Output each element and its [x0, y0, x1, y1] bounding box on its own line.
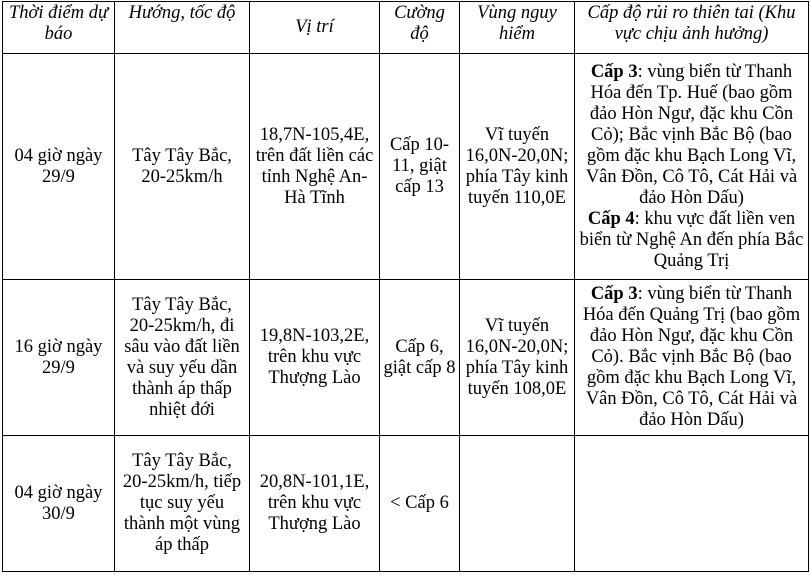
cell-intensity: < Cấp 6	[380, 436, 460, 572]
header-direction: Hướng, tốc độ	[115, 2, 250, 54]
header-risk: Cấp độ rủi ro thiên tai (Khu vực chịu ảnh hưởng)	[575, 2, 809, 54]
cell-risk	[575, 436, 809, 572]
risk-level: Cấp 3	[590, 284, 638, 304]
risk-level: Cấp 3	[590, 61, 638, 82]
cell-direction: Tây Tây Bắc, 20-25km/h, đi sâu vào đất liền và suy yếu dần thành áp thấp nhiệt đới	[115, 280, 250, 436]
risk-entry	[578, 284, 805, 431]
risk-entry	[578, 209, 805, 272]
header-position: Vị trí	[250, 2, 380, 54]
cell-time: 16 giờ ngày 29/9	[3, 280, 115, 436]
cell-direction: Tây Tây Bắc, 20-25km/h, tiếp tục suy yếu thành một vùng áp thấp	[115, 436, 250, 572]
risk-text: : khu vực đất liền ven biển từ Nghệ An đến phía Bắc Quảng Trị	[579, 208, 804, 271]
header-row	[3, 2, 809, 54]
cell-danger-zone	[460, 436, 575, 572]
header-danger-zone: Vùng nguy hiểm	[460, 2, 575, 54]
risk-entry	[578, 62, 805, 209]
table-row	[3, 54, 809, 280]
header-intensity: Cường độ	[380, 2, 460, 54]
cell-position: 18,7N-105,4E, trên đất liền các tỉnh Nghệ An-Hà Tĩnh	[250, 54, 380, 280]
cell-intensity: Cấp 10-11, giật cấp 13	[380, 54, 460, 280]
table-row	[3, 436, 809, 572]
cell-position: 19,8N-103,2E, trên khu vực Thượng Lào	[250, 280, 380, 436]
risk-text: : vùng biển từ Thanh Hóa đến Tp. Huế (bao gồm đảo Hòn Ngư, đặc khu Cồn Cỏ); Bắc vịnh Bắc Bộ (bao gồm đặc khu Bạch Long Vĩ, Vân Đồn, Cô Tô, Cát Hải và đảo Hòn Dấu)	[585, 61, 798, 208]
cell-danger-zone: Vĩ tuyến 16,0N-20,0N; phía Tây kinh tuyến 110,0E	[460, 54, 575, 280]
cell-risk	[575, 280, 809, 436]
cell-time: 04 giờ ngày 29/9	[3, 54, 115, 280]
cell-danger-zone: Vĩ tuyến 16,0N-20,0N; phía Tây kinh tuyến 108,0E	[460, 280, 575, 436]
cell-direction: Tây Tây Bắc, 20-25km/h	[115, 54, 250, 280]
risk-text: : vùng biển từ Thanh Hóa đến Quảng Trị (bao gồm đảo Hòn Ngư, đặc khu Cồn Cỏ). Bắc vịnh Bắc Bộ (bao gồm đặc khu Bạch Long Vĩ, Vân Đồn, Cô Tô, Cát Hải và đảo Hòn Dấu)	[582, 284, 801, 430]
forecast-table	[2, 1, 809, 572]
table-row	[3, 280, 809, 436]
cell-time: 04 giờ ngày 30/9	[3, 436, 115, 572]
header-time: Thời điểm dự báo	[3, 2, 115, 54]
cell-position: 20,8N-101,1E, trên khu vực Thượng Lào	[250, 436, 380, 572]
risk-level: Cấp 4	[587, 208, 635, 229]
cell-risk	[575, 54, 809, 280]
cell-intensity: Cấp 6, giật cấp 8	[380, 280, 460, 436]
